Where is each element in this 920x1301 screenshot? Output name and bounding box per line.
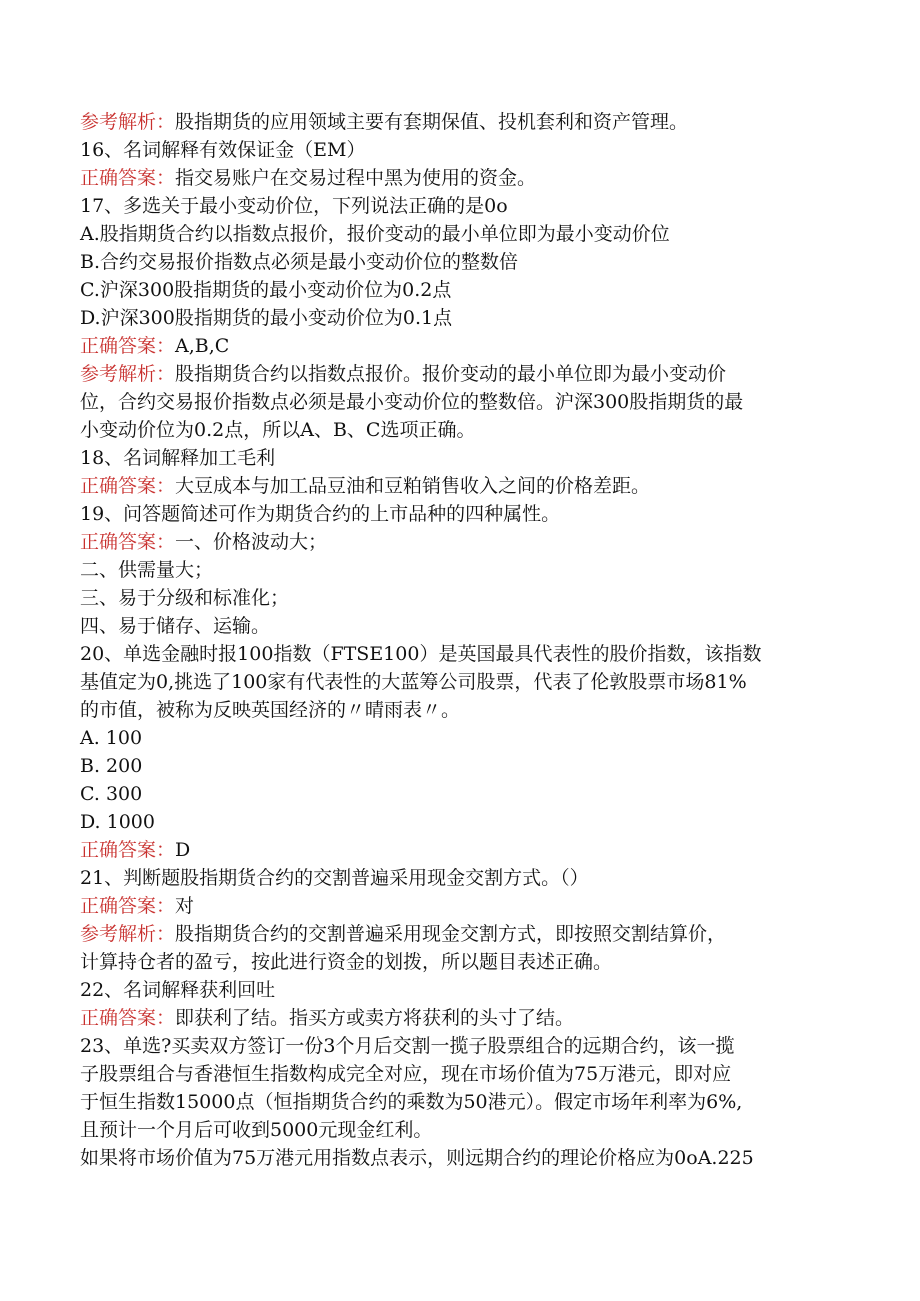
answer-label: 正确答案： [80, 335, 176, 357]
question-continuation: 基值定为0,挑选了100家有代表性的大蓝筹公司股票，代表了伦敦股票市场81% [80, 671, 747, 693]
answer-line [80, 836, 860, 864]
question-18: 18、名词解释加工毛利 [80, 447, 276, 469]
answer-label: 正确答案： [80, 895, 176, 917]
analysis-text: 股指期货的应用领域主要有套期保值、投机套利和资产管理。 [175, 111, 689, 133]
question-continuation: 子股票组合与香港恒生指数构成完全对应，现在市场价值为75万港元，即对应 [80, 1063, 732, 1085]
analysis-label: 参考解析： [80, 923, 176, 945]
analysis-label: 参考解析： [80, 363, 176, 385]
analysis-line [80, 108, 860, 136]
answer-label: 正确答案： [80, 167, 176, 189]
question-22: 22、名词解释获利回吐 [80, 979, 276, 1001]
option-d: D.沪深300股指期货的最小变动价位为0.1点 [80, 307, 453, 329]
answer-text: 大豆成本与加工品豆油和豆粕销售收入之间的价格差距。 [175, 475, 651, 497]
answer-line [80, 1004, 860, 1032]
answer-line [80, 332, 860, 360]
answer-text: 对 [175, 895, 195, 917]
answer-label: 正确答案： [80, 839, 176, 861]
analysis-line [80, 360, 860, 388]
answer-text: 指交易账户在交易过程中黑为使用的资金。 [175, 167, 537, 189]
question-continuation: 且预计一个月后可收到5000元现金红利。 [80, 1119, 433, 1141]
answer-line [80, 528, 860, 556]
analysis-line [80, 920, 860, 948]
question-continuation: 于恒生指数15000点（恒指期货合约的乘数为50港元）。假定市场年利率为6%, [80, 1091, 743, 1113]
option-a: A. 100 [80, 727, 143, 749]
answer-label: 正确答案： [80, 475, 176, 497]
answer-line [80, 472, 860, 500]
question-23: 23、单选?买卖双方签订一份3个月后交割一揽子股票组合的远期合约，该一揽 [80, 1035, 735, 1057]
answer-text: 即获利了结。指买方或卖方将获利的头寸了结。 [175, 1007, 575, 1029]
answer-line [80, 892, 860, 920]
option-c: C. 300 [80, 783, 143, 805]
analysis-label: 参考解析： [80, 111, 176, 133]
question-17: 17、多选关于最小变动价位，下列说法正确的是0o [80, 195, 508, 217]
analysis-continuation: 位，合约交易报价指数点必须是最小变动价位的整数倍。沪深300股指期货的最 [80, 391, 744, 413]
answer-label: 正确答案： [80, 1007, 176, 1029]
question-continuation: 如果将市场价值为75万港元用指数点表示，则远期合约的理论价格应为0oA.225 [80, 1147, 754, 1169]
question-list [80, 108, 860, 1172]
answer-continuation: 四、易于储存、运输。 [80, 615, 271, 637]
option-a: A.股指期货合约以指数点报价，报价变动的最小单位即为最小变动价位 [80, 223, 670, 245]
analysis-text: 股指期货合约以指数点报价。报价变动的最小单位即为最小变动价 [175, 363, 727, 385]
answer-text: D [175, 839, 191, 861]
answer-text: 一、价格波动大； [175, 531, 328, 553]
question-21: 21、判断题股指期货合约的交割普遍采用现金交割方式。（） [80, 867, 589, 889]
answer-label: 正确答案： [80, 531, 176, 553]
question-16: 16、名词解释有效保证金（EM） [80, 139, 366, 161]
option-b: B. 200 [80, 755, 143, 777]
answer-text: A,B,C [175, 335, 230, 357]
option-c: C.沪深300股指期货的最小变动价位为0.2点 [80, 279, 452, 301]
answer-continuation: 三、易于分级和标准化； [80, 587, 290, 609]
option-d: D. 1000 [80, 811, 155, 833]
analysis-text: 股指期货合约的交割普遍采用现金交割方式，即按照交割结算价， [175, 923, 727, 945]
question-19: 19、问答题简述可作为期货合约的上市品种的四种属性。 [80, 503, 561, 525]
option-b: B.合约交易报价指数点必须是最小变动价位的整数倍 [80, 251, 519, 273]
analysis-continuation: 计算持仓者的盈亏，按此进行资金的划拨，所以题目表述正确。 [80, 951, 613, 973]
analysis-continuation: 小变动价位为0.2点，所以A、B、C选项正确。 [80, 419, 476, 441]
question-continuation: 的市值，被称为反映英国经济的〃晴雨表〃。 [80, 699, 461, 721]
answer-line [80, 164, 860, 192]
answer-continuation: 二、供需量大； [80, 559, 214, 581]
question-20: 20、单选金融时报100指数（FTSE100）是英国最具代表性的股价指数，该指数 [80, 643, 762, 665]
